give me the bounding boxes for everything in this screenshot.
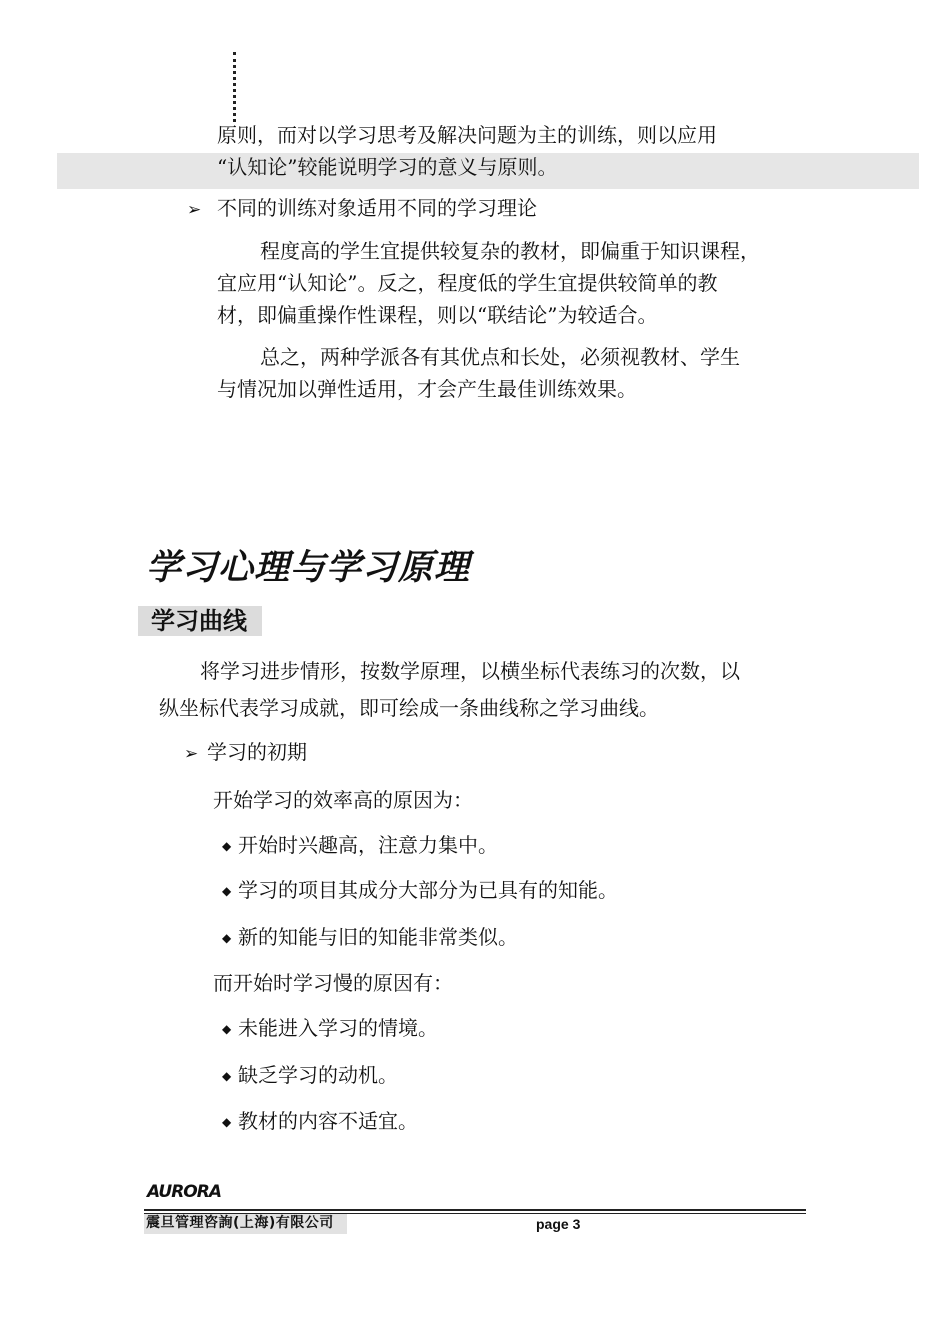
diamond-bullet-icon: ◆: [222, 1069, 232, 1083]
diamond-bullet-icon: ◆: [222, 839, 232, 853]
list-intro: 而开始时学习慢的原因有：: [213, 971, 453, 995]
diamond-bullet-icon: ◆: [222, 1022, 232, 1036]
diamond-bullet-icon: ◆: [222, 884, 232, 898]
diamond-bullet-icon: ◆: [222, 931, 232, 945]
list-item: [222, 874, 618, 907]
list-item-text: 新的知能与旧的知能非常类似。: [238, 925, 518, 949]
page-number: page 3: [536, 1216, 581, 1232]
paragraph-line: 纵坐标代表学习成就，即可绘成一条曲线称之学习曲线。: [159, 696, 659, 720]
diamond-bullet-icon: ◆: [222, 1115, 232, 1129]
paragraph-line: 材，即偏重操作性课程，则以“联结论”为较适合。: [217, 303, 658, 327]
paragraph-line: 总之，两种学派各有其优点和长处，必须视教材、学生: [260, 345, 740, 369]
footer-divider: [144, 1209, 806, 1211]
stage-heading: 学习的初期: [207, 740, 307, 764]
list-item: [222, 1059, 398, 1092]
list-item-text: 学习的项目其成分大部分为已具有的知能。: [238, 878, 618, 902]
list-item: [222, 1105, 418, 1138]
dotted-guide-line: [233, 52, 240, 122]
list-item-text: 缺乏学习的动机。: [238, 1063, 398, 1087]
bullet-heading: 不同的训练对象适用不同的学习理论: [217, 196, 537, 220]
list-item-text: 开始时兴趣高，注意力集中。: [238, 833, 498, 857]
intro-line-2: “认知论”较能说明学习的意义与原则。: [217, 155, 558, 179]
paragraph-line: 与情况加以弹性适用，才会产生最佳训练效果。: [217, 377, 637, 401]
list-item: [222, 1012, 438, 1045]
company-name: 震旦管理咨詢(上海)有限公司: [146, 1215, 334, 1231]
intro-line-1: 原则，而对以学习思考及解决问题为主的训练，则以应用: [217, 123, 717, 147]
section-title: 学习心理与学习原理: [146, 548, 471, 588]
list-item-text: 未能进入学习的情境。: [238, 1016, 438, 1040]
paragraph-line: 将学习进步情形，按数学原理，以横坐标代表练习的次数，以: [200, 659, 740, 683]
list-item-text: 教材的内容不适宜。: [238, 1109, 418, 1133]
list-intro: 开始学习的效率高的原因为：: [213, 788, 473, 812]
arrow-bullet-icon: ➢: [187, 200, 202, 220]
list-item: [222, 921, 518, 954]
subtitle: 学习曲线: [151, 607, 247, 635]
paragraph-line: 宜应用“认知论”。反之，程度低的学生宜提供较简单的教: [217, 271, 718, 295]
arrow-bullet-icon: ➢: [184, 744, 199, 764]
paragraph-line: 程度高的学生宜提供较复杂的教材，即偏重于知识课程，: [260, 239, 760, 263]
list-item: [222, 829, 498, 862]
aurora-logo: AURORA: [147, 1182, 221, 1202]
